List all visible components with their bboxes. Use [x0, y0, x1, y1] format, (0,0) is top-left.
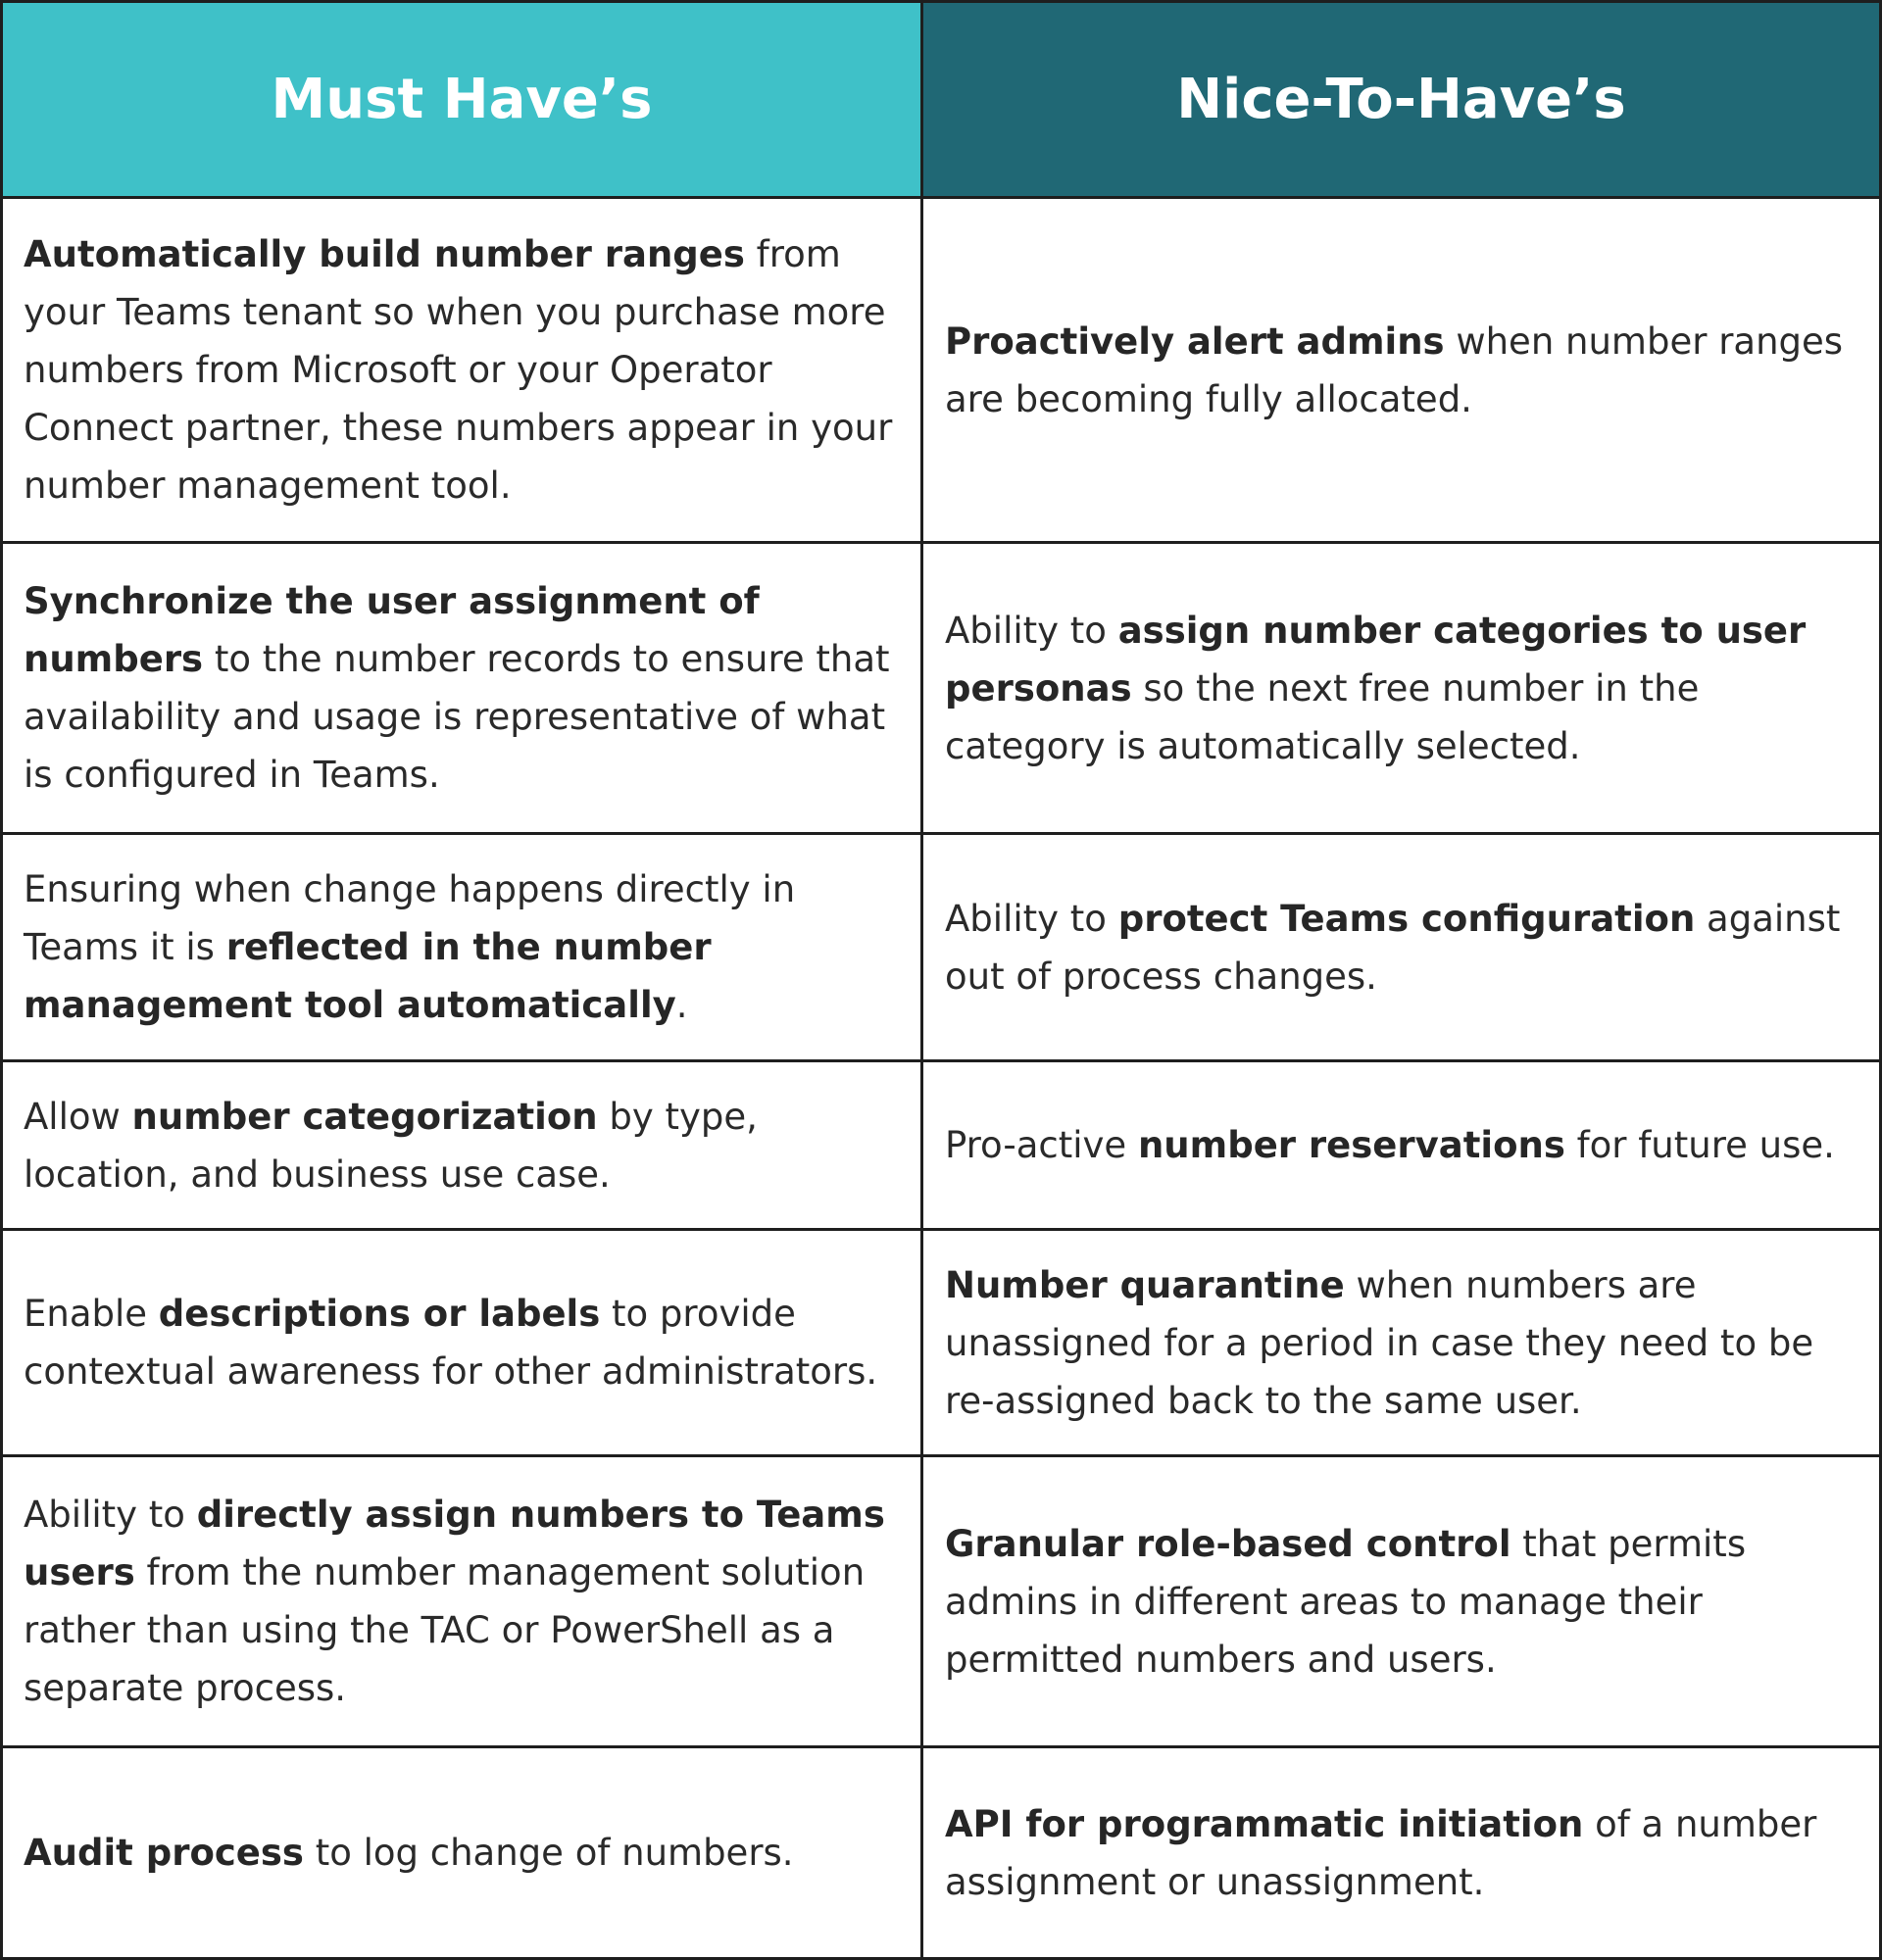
nice-to-have-text [945, 1116, 1835, 1174]
must-have-cell [3, 1231, 923, 1454]
nice-to-have-cell [923, 544, 1879, 832]
body-text: Ability to [24, 1494, 197, 1536]
table-row [3, 1745, 1879, 1957]
body-text: . [675, 984, 688, 1026]
body-text: Pro-active [945, 1124, 1138, 1166]
must-have-header [3, 3, 923, 196]
nice-to-have-cell [923, 199, 1879, 541]
table-row [3, 1059, 1879, 1228]
body-text: Ability to [945, 897, 1118, 940]
body-text: Ability to [945, 609, 1118, 652]
table-row [3, 1454, 1879, 1745]
must-have-text [24, 1285, 899, 1400]
must-have-text [24, 860, 899, 1034]
body-text: of a number assignment or unassignment. [945, 1802, 1817, 1903]
must-have-text [24, 1824, 794, 1882]
body-text: so the next free number in the category is automatically selected. [945, 666, 1700, 767]
bold-text: reflected in the number management tool automatically [24, 926, 712, 1026]
nice-to-have-text [945, 1515, 1850, 1689]
body-text: Enable [24, 1293, 159, 1335]
nice-to-have-header-label: Nice-To-Have’s [1176, 68, 1626, 131]
must-have-cell [3, 199, 923, 541]
nice-to-have-header [923, 3, 1879, 196]
nice-to-have-cell [923, 1231, 1879, 1454]
nice-to-have-cell [923, 1748, 1879, 1957]
bold-text: protect Teams configuration [1117, 897, 1696, 940]
table-row [3, 1228, 1879, 1454]
table-row [3, 196, 1879, 541]
table-row [3, 541, 1879, 832]
body-text: Allow [24, 1095, 132, 1138]
body-text: when number ranges are becoming fully allocated. [945, 319, 1844, 420]
body-text: to log change of numbers. [303, 1832, 794, 1874]
body-text: to the number records to ensure that availability and usage is representative of what is configured in Teams. [24, 638, 890, 796]
bold-text: API for programmatic initiation [945, 1802, 1584, 1845]
must-have-text [24, 1088, 899, 1203]
body-text: by type, location, and business use case. [24, 1095, 758, 1196]
bold-text: descriptions or labels [158, 1293, 601, 1335]
bold-text: number categorization [131, 1095, 598, 1138]
body-text: for future use. [1564, 1124, 1835, 1166]
bold-text: Number quarantine [945, 1263, 1345, 1306]
must-have-cell [3, 1062, 923, 1228]
bold-text: Automatically build number ranges [24, 233, 745, 275]
body-text: to provide contextual awareness for other administrators. [24, 1293, 878, 1393]
nice-to-have-text [945, 1256, 1850, 1430]
bold-text: assign number categories to user personas [945, 609, 1807, 710]
nice-to-have-text [945, 1795, 1850, 1911]
must-have-cell [3, 1457, 923, 1745]
nice-to-have-text [945, 313, 1850, 428]
nice-to-have-text [945, 602, 1850, 775]
body-text: when numbers are unassigned for a period in case they need to be re-assigned back to the same user. [945, 1263, 1814, 1422]
nice-to-have-cell [923, 1062, 1879, 1228]
nice-to-have-cell [923, 1457, 1879, 1745]
must-have-text [24, 1486, 899, 1717]
body-text: from your Teams tenant so when you purchase more numbers from Microsoft or your Operator Connect partner, these numbers appear in your number management tool. [24, 233, 893, 507]
body-text: from the number management solution rather than using the TAC or PowerShell as a separate process. [24, 1551, 866, 1709]
table-row [3, 832, 1879, 1059]
must-have-cell [3, 835, 923, 1059]
nice-to-have-text [945, 890, 1850, 1005]
must-have-cell [3, 1748, 923, 1957]
must-have-cell [3, 544, 923, 832]
bold-text: Audit process [24, 1832, 304, 1874]
body-text: Ensuring when change happens directly in Teams it is [24, 868, 796, 968]
bold-text: directly assign numbers to Teams users [24, 1494, 885, 1593]
bold-text: Synchronize the user assignment of numbers [24, 580, 760, 680]
must-have-text [24, 225, 899, 514]
nice-to-have-cell [923, 835, 1879, 1059]
must-have-text [24, 572, 899, 804]
must-have-header-label: Must Have’s [271, 68, 653, 131]
body-text: against out of process changes. [945, 897, 1841, 998]
bold-text: Proactively alert admins [945, 319, 1445, 363]
bold-text: Granular role-based control [945, 1522, 1511, 1565]
body-text: that permits admins in different areas to manage their permitted numbers and users. [945, 1522, 1747, 1681]
bold-text: number reservations [1137, 1124, 1565, 1166]
header-row [3, 3, 1879, 196]
